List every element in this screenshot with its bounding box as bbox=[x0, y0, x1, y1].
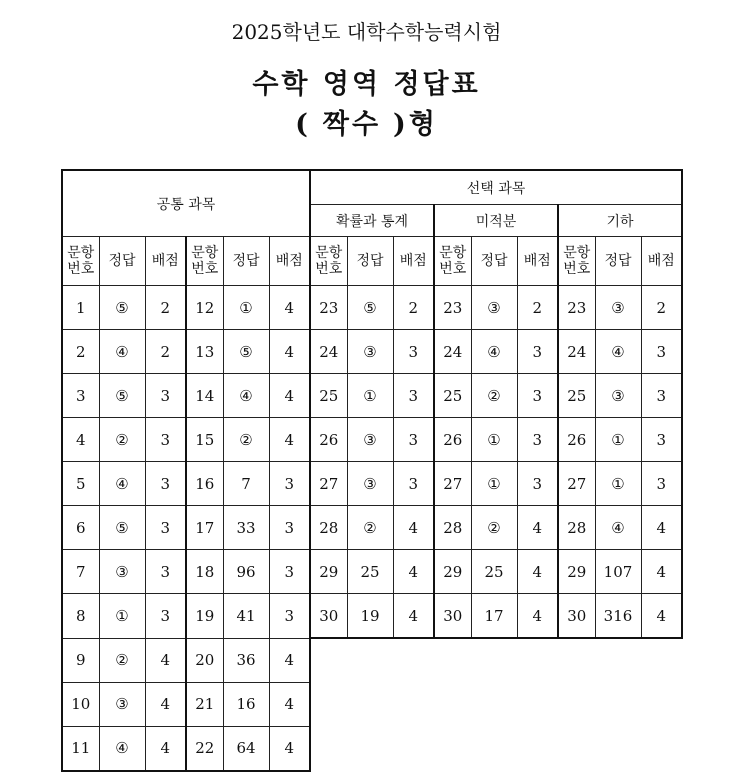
correct-answer: ③ bbox=[99, 550, 145, 594]
empty-cell bbox=[558, 726, 595, 771]
item-number: 8 bbox=[62, 594, 99, 639]
col-header-num-line1: 문항 bbox=[67, 245, 95, 261]
col-header-answer: 정답 bbox=[595, 237, 641, 286]
exam-type-name: 짝수 bbox=[322, 109, 382, 140]
correct-answer: ④ bbox=[99, 462, 145, 506]
item-score: 3 bbox=[517, 462, 558, 506]
correct-answer: ③ bbox=[99, 682, 145, 726]
correct-answer: ③ bbox=[595, 374, 641, 418]
table-row bbox=[62, 462, 682, 506]
item-score: 3 bbox=[641, 374, 682, 418]
item-number: 1 bbox=[62, 286, 99, 330]
empty-cell bbox=[393, 726, 434, 771]
correct-answer: 33 bbox=[223, 506, 269, 550]
correct-answer: ③ bbox=[347, 330, 393, 374]
col-header-item-number bbox=[434, 237, 471, 286]
item-number: 26 bbox=[310, 418, 347, 462]
table-row bbox=[62, 682, 682, 726]
item-score: 2 bbox=[145, 330, 186, 374]
empty-cell bbox=[434, 682, 471, 726]
item-score: 4 bbox=[393, 550, 434, 594]
item-number: 12 bbox=[186, 286, 223, 330]
col-header-answer: 정답 bbox=[99, 237, 145, 286]
item-score: 4 bbox=[641, 550, 682, 594]
item-number: 20 bbox=[186, 638, 223, 682]
correct-answer: ⑤ bbox=[99, 286, 145, 330]
elective-subject-name: 미적분 bbox=[434, 205, 558, 237]
item-score: 4 bbox=[641, 594, 682, 639]
item-score: 3 bbox=[517, 374, 558, 418]
empty-cell bbox=[310, 682, 347, 726]
item-score: 4 bbox=[393, 594, 434, 639]
item-number: 30 bbox=[434, 594, 471, 639]
col-header-score: 배점 bbox=[269, 237, 310, 286]
correct-answer: 16 bbox=[223, 682, 269, 726]
correct-answer: 25 bbox=[347, 550, 393, 594]
empty-cell bbox=[558, 682, 595, 726]
empty-cell bbox=[471, 726, 517, 771]
item-score: 4 bbox=[269, 286, 310, 330]
item-score: 4 bbox=[269, 330, 310, 374]
elective-subject-name: 확률과 통계 bbox=[310, 205, 434, 237]
correct-answer: ② bbox=[223, 418, 269, 462]
item-score: 3 bbox=[517, 418, 558, 462]
item-score: 3 bbox=[269, 462, 310, 506]
col-header-item-number bbox=[558, 237, 595, 286]
item-score: 3 bbox=[393, 462, 434, 506]
item-score: 3 bbox=[393, 418, 434, 462]
empty-cell bbox=[310, 726, 347, 771]
item-score: 3 bbox=[145, 594, 186, 639]
item-number: 5 bbox=[62, 462, 99, 506]
col-header-item-number bbox=[62, 237, 99, 286]
col-header-answer: 정답 bbox=[223, 237, 269, 286]
item-score: 3 bbox=[269, 594, 310, 639]
correct-answer: ① bbox=[471, 462, 517, 506]
correct-answer: ④ bbox=[471, 330, 517, 374]
item-number: 17 bbox=[186, 506, 223, 550]
item-number: 26 bbox=[558, 418, 595, 462]
empty-cell bbox=[641, 682, 682, 726]
item-score: 4 bbox=[145, 726, 186, 771]
correct-answer: ① bbox=[347, 374, 393, 418]
item-number: 10 bbox=[62, 682, 99, 726]
col-header-num-line2: 번호 bbox=[563, 261, 591, 277]
item-number: 28 bbox=[434, 506, 471, 550]
correct-answer: ① bbox=[595, 418, 641, 462]
col-header-score: 배점 bbox=[145, 237, 186, 286]
item-number: 23 bbox=[310, 286, 347, 330]
item-number: 25 bbox=[434, 374, 471, 418]
item-number: 25 bbox=[310, 374, 347, 418]
empty-cell bbox=[347, 638, 393, 682]
answer-key-table bbox=[61, 169, 683, 772]
correct-answer: ④ bbox=[595, 506, 641, 550]
correct-answer: ② bbox=[99, 638, 145, 682]
item-number: 7 bbox=[62, 550, 99, 594]
col-header-score: 배점 bbox=[641, 237, 682, 286]
correct-answer: ⑤ bbox=[223, 330, 269, 374]
elective-subject-name: 기하 bbox=[558, 205, 682, 237]
correct-answer: ③ bbox=[595, 286, 641, 330]
empty-cell bbox=[558, 638, 595, 682]
item-score: 3 bbox=[393, 330, 434, 374]
item-number: 27 bbox=[558, 462, 595, 506]
item-score: 3 bbox=[145, 418, 186, 462]
item-score: 4 bbox=[269, 374, 310, 418]
empty-cell bbox=[471, 682, 517, 726]
item-number: 11 bbox=[62, 726, 99, 771]
item-number: 2 bbox=[62, 330, 99, 374]
item-number: 27 bbox=[310, 462, 347, 506]
item-number: 13 bbox=[186, 330, 223, 374]
item-score: 3 bbox=[269, 550, 310, 594]
item-number: 23 bbox=[434, 286, 471, 330]
item-score: 4 bbox=[393, 506, 434, 550]
correct-answer: 41 bbox=[223, 594, 269, 639]
item-number: 24 bbox=[310, 330, 347, 374]
item-score: 4 bbox=[641, 506, 682, 550]
item-number: 29 bbox=[558, 550, 595, 594]
type-open-paren: ( bbox=[295, 109, 311, 140]
correct-answer: 64 bbox=[223, 726, 269, 771]
table-row bbox=[62, 286, 682, 330]
col-header-num-line1: 문항 bbox=[439, 245, 467, 261]
item-score: 3 bbox=[145, 462, 186, 506]
item-score: 2 bbox=[393, 286, 434, 330]
col-header-num-line1: 문항 bbox=[315, 245, 343, 261]
item-score: 2 bbox=[145, 286, 186, 330]
item-score: 3 bbox=[145, 374, 186, 418]
item-score: 4 bbox=[269, 682, 310, 726]
item-number: 25 bbox=[558, 374, 595, 418]
elective-subject-header: 선택 과목 bbox=[310, 170, 682, 205]
empty-cell bbox=[641, 726, 682, 771]
item-score: 4 bbox=[517, 594, 558, 639]
correct-answer: ② bbox=[471, 506, 517, 550]
correct-answer: ④ bbox=[595, 330, 641, 374]
empty-cell bbox=[347, 726, 393, 771]
empty-cell bbox=[434, 638, 471, 682]
item-score: 3 bbox=[517, 330, 558, 374]
correct-answer: 36 bbox=[223, 638, 269, 682]
correct-answer: 316 bbox=[595, 594, 641, 639]
empty-cell bbox=[434, 726, 471, 771]
col-header-num-line1: 문항 bbox=[563, 245, 591, 261]
item-score: 4 bbox=[269, 726, 310, 771]
item-score: 3 bbox=[641, 330, 682, 374]
col-header-answer: 정답 bbox=[347, 237, 393, 286]
correct-answer: 19 bbox=[347, 594, 393, 639]
item-score: 3 bbox=[145, 506, 186, 550]
table-row bbox=[62, 594, 682, 639]
item-number: 3 bbox=[62, 374, 99, 418]
correct-answer: ③ bbox=[471, 286, 517, 330]
item-score: 2 bbox=[641, 286, 682, 330]
correct-answer: ⑤ bbox=[99, 506, 145, 550]
item-score: 2 bbox=[517, 286, 558, 330]
item-number: 29 bbox=[434, 550, 471, 594]
item-number: 6 bbox=[62, 506, 99, 550]
item-number: 14 bbox=[186, 374, 223, 418]
table-row bbox=[62, 330, 682, 374]
item-number: 15 bbox=[186, 418, 223, 462]
table-row bbox=[62, 506, 682, 550]
exam-subtitle: 2025학년도 대학수학능력시험 bbox=[231, 20, 502, 44]
item-number: 29 bbox=[310, 550, 347, 594]
table-row bbox=[62, 638, 682, 682]
correct-answer: ④ bbox=[99, 726, 145, 771]
empty-cell bbox=[595, 682, 641, 726]
col-header-num-line2: 번호 bbox=[315, 261, 343, 277]
item-number: 28 bbox=[310, 506, 347, 550]
correct-answer: ⑤ bbox=[99, 374, 145, 418]
item-number: 21 bbox=[186, 682, 223, 726]
page-title: 수학 영역 정답표 bbox=[252, 69, 481, 100]
item-score: 4 bbox=[145, 682, 186, 726]
item-number: 4 bbox=[62, 418, 99, 462]
empty-cell bbox=[517, 682, 558, 726]
correct-answer: ⑤ bbox=[347, 286, 393, 330]
correct-answer: ② bbox=[347, 506, 393, 550]
correct-answer: ③ bbox=[347, 418, 393, 462]
correct-answer: ③ bbox=[347, 462, 393, 506]
empty-cell bbox=[347, 682, 393, 726]
correct-answer: 107 bbox=[595, 550, 641, 594]
item-score: 3 bbox=[145, 550, 186, 594]
item-number: 26 bbox=[434, 418, 471, 462]
item-score: 3 bbox=[641, 462, 682, 506]
empty-cell bbox=[641, 638, 682, 682]
item-score: 4 bbox=[269, 638, 310, 682]
col-header-item-number bbox=[186, 237, 223, 286]
empty-cell bbox=[471, 638, 517, 682]
empty-cell bbox=[517, 638, 558, 682]
item-number: 16 bbox=[186, 462, 223, 506]
empty-cell bbox=[393, 638, 434, 682]
item-number: 28 bbox=[558, 506, 595, 550]
item-score: 3 bbox=[269, 506, 310, 550]
col-header-score: 배점 bbox=[517, 237, 558, 286]
common-subject-header: 공통 과목 bbox=[62, 170, 310, 237]
empty-cell bbox=[393, 682, 434, 726]
correct-answer: ① bbox=[471, 418, 517, 462]
item-score: 3 bbox=[641, 418, 682, 462]
col-header-num-line2: 번호 bbox=[67, 261, 95, 277]
item-number: 27 bbox=[434, 462, 471, 506]
empty-cell bbox=[310, 638, 347, 682]
col-header-num-line2: 번호 bbox=[439, 261, 467, 277]
item-number: 19 bbox=[186, 594, 223, 639]
item-number: 30 bbox=[310, 594, 347, 639]
correct-answer: ② bbox=[99, 418, 145, 462]
item-score: 4 bbox=[517, 506, 558, 550]
correct-answer: ④ bbox=[223, 374, 269, 418]
table-row bbox=[62, 550, 682, 594]
item-number: 30 bbox=[558, 594, 595, 639]
col-header-answer: 정답 bbox=[471, 237, 517, 286]
col-header-num-line2: 번호 bbox=[191, 261, 219, 277]
correct-answer: 17 bbox=[471, 594, 517, 639]
item-score: 3 bbox=[393, 374, 434, 418]
table-row bbox=[62, 418, 682, 462]
exam-type-title bbox=[0, 102, 733, 141]
empty-cell bbox=[517, 726, 558, 771]
item-number: 23 bbox=[558, 286, 595, 330]
empty-cell bbox=[595, 638, 641, 682]
col-header-item-number bbox=[310, 237, 347, 286]
item-number: 9 bbox=[62, 638, 99, 682]
correct-answer: ④ bbox=[99, 330, 145, 374]
col-header-score: 배점 bbox=[393, 237, 434, 286]
correct-answer: ① bbox=[595, 462, 641, 506]
correct-answer: 25 bbox=[471, 550, 517, 594]
correct-answer: 96 bbox=[223, 550, 269, 594]
col-header-num-line1: 문항 bbox=[191, 245, 219, 261]
type-close-paren: )형 bbox=[393, 109, 438, 140]
correct-answer: 7 bbox=[223, 462, 269, 506]
correct-answer: ① bbox=[99, 594, 145, 639]
item-number: 24 bbox=[434, 330, 471, 374]
correct-answer: ② bbox=[471, 374, 517, 418]
correct-answer: ① bbox=[223, 286, 269, 330]
item-number: 18 bbox=[186, 550, 223, 594]
item-score: 4 bbox=[269, 418, 310, 462]
empty-cell bbox=[595, 726, 641, 771]
item-score: 4 bbox=[517, 550, 558, 594]
item-number: 22 bbox=[186, 726, 223, 771]
item-number: 24 bbox=[558, 330, 595, 374]
item-score: 4 bbox=[145, 638, 186, 682]
table-row bbox=[62, 726, 682, 771]
table-row bbox=[62, 374, 682, 418]
